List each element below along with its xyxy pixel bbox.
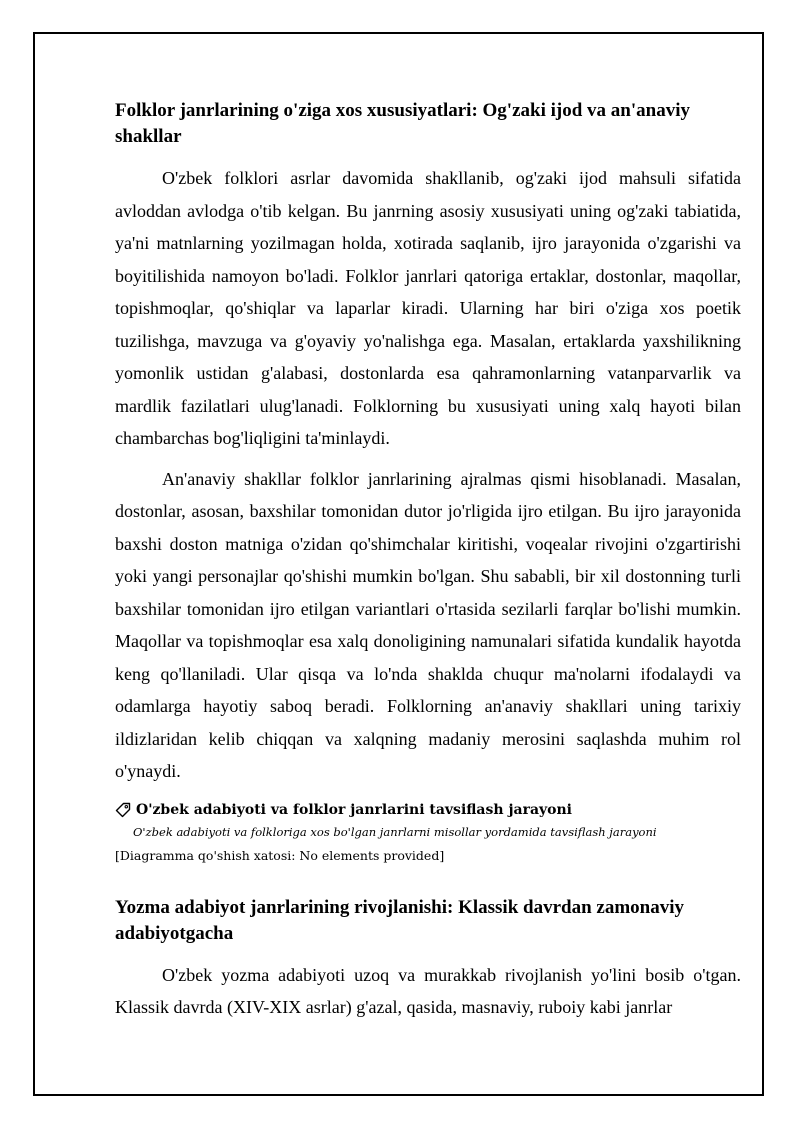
tag-icon	[115, 802, 131, 818]
diagram-block	[115, 800, 741, 865]
body-paragraph: O'zbek folklori asrlar davomida shakllanib, og'zaki ijod mahsuli sifatida avloddan avlodga o'tib kelgan. Bu janrning asosiy xususiyati uning og'zaki tabiatida, ya'ni matnlarning yozilmagan holda, xotirada saqlanib, ijro jarayonida o'zgarishi va boyitilishida namoyon bo'ladi. Folklor janrlari qatoriga ertaklar, dostonlar, maqollar, topishmoqlar, qo'shiqlar va laparlar kiradi. Ularning har biri o'ziga xos poetik tuzilishga, mavzuga va g'oyaviy yo'nalishga ega. Masalan, ertaklarda yaxshilikning yomonlik ustidan g'alabasi, dostonlarda esa qahramonlarning vatanparvarlik va mardlik fazilatlari ulug'lanadi. Folklorning bu xususiyati uning xalq hayoti bilan chambarchas bog'liqligini ta'minlaydi.	[115, 168, 741, 448]
diagram-error-message: [Diagramma qo'shish xatosi: No elements provided]	[115, 847, 445, 863]
diagram-title-text: O'zbek adabiyoti va folklor janrlarini tavsiflash jarayoni	[136, 801, 572, 818]
body-paragraph: An'anaviy shakllar folklor janrlarining ajralmas qismi hisoblanadi. Masalan, dostonlar, asosan, baxshilar tomonidan dutor jo'rligida ijro etilgan. Bu ijro jarayonida baxshi doston matniga o'zidan qo'shimchalar kiritishi, voqealar rivojini o'zgartirishi yoki yangi personajlar qo'shishi mumkin bo'lgan. Shu sababli, bir xil dostonning turli baxshilar tomonidan ijro etilgan variantlari o'rtasida sezilarli farqlar bo'lishi mumkin. Maqollar va topishmoqlar esa xalq donoligining namunalari sifatida kundalik hayotda keng qo'llaniladi. Ular qisqa va lo'nda shaklda chuqur ma'nolarni ifodalaydi va odamlarga hayotiy saboq beradi. Folklorning an'anaviy shakllari uning tarixiy ildizlaridan kelib chiqqan va xalqning madaniy merosini saqlashda muhim rol o'ynaydi.	[115, 468, 741, 781]
document-body	[115, 98, 741, 1024]
diagram-title	[115, 800, 741, 820]
section-heading-folklore: Folklor janrlarining o'ziga xos xususiyatlari: Og'zaki ijod va an'anaviy shakllar	[115, 100, 690, 147]
diagram-caption: O'zbek adabiyoti va folkloriga xos bo'lgan janrlarni misollar yordamida tavsiflash jarayoni	[133, 824, 657, 839]
body-paragraph: O'zbek yozma adabiyoti uzoq va murakkab rivojlanish yo'lini bosib o'tgan. Klassik davrda (XIV-XIX asrlar) g'azal, qasida, masnaviy, ruboiy kabi janrlar	[115, 964, 741, 1017]
section-heading-written-literature: Yozma adabiyot janrlarining rivojlanishi: Klassik davrdan zamonaviy adabiyotgacha	[115, 896, 685, 944]
